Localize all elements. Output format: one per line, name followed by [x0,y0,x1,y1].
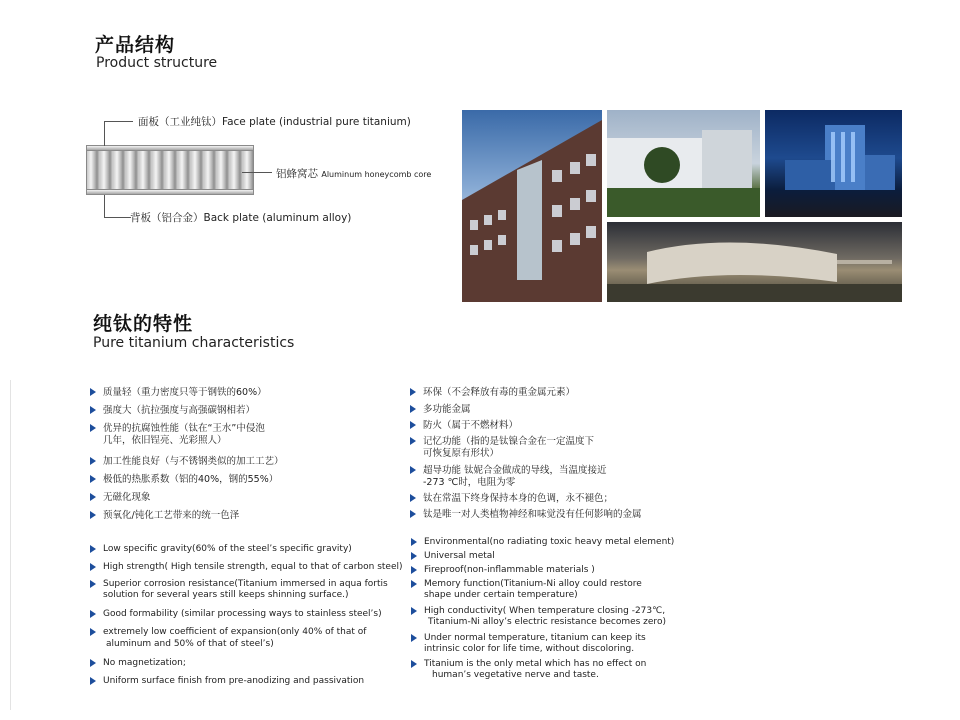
bullet-icon [90,475,96,483]
list-item: 无磁化现象 [103,492,151,504]
list-item: 优异的抗腐蚀性能（钛在“王水”中侵泡 [103,423,265,435]
list-item-continued: 几年，依旧锃亮、光彩照人） [103,435,227,446]
list-item: No magnetization; [103,658,186,669]
sandwich-panel [86,145,254,195]
bullet-icon [411,552,417,560]
characteristics-title-en: Pure titanium characteristics [93,335,295,351]
bullet-icon [411,607,417,615]
bullet-icon [411,660,417,668]
building-photo-2 [607,110,760,217]
bullet-icon [90,545,96,553]
list-item: 记忆功能（指的是钛镍合金在一定温度下 [423,436,594,448]
list-item: 防火（属于不燃材料） [423,420,518,432]
bullet-icon [410,388,416,396]
list-item: extremely low coefficient of expansion(only 40% of that of [103,627,366,638]
core-label-en: Aluminum honeycomb core [321,170,432,179]
list-item: 钛在常温下终身保持本身的色调，永不褪色； [423,493,613,505]
characteristics-title-cn: 纯钛的特性 [93,313,194,335]
list-item-continued: aluminum and 50% of that of steel’s) [106,639,274,649]
list-item: High conductivity( When temperature closing -273℃, [424,606,665,617]
list-item-continued: shape under certain temperature) [424,590,578,600]
list-item-continued: solution for several years still keeps shinning surface.) [103,590,349,600]
bullet-icon [90,610,96,618]
list-item: 极低的热胀系数（铝的40%，钢的55%） [103,474,278,486]
core-label-cn: 铝蜂窝芯 [276,168,318,180]
list-item: Under normal temperature, titanium can keep its [424,633,646,644]
bullet-icon [411,566,417,574]
bullet-icon [410,437,416,445]
bullet-icon [410,421,416,429]
list-item-continued: Titanium-Ni alloy’s electric resistance becomes zero) [428,617,666,627]
building-photo-4 [607,222,902,302]
bullet-icon [90,677,96,685]
list-item: Universal metal [424,551,495,562]
honeycomb-core [86,151,254,189]
list-item: 加工性能良好（与不锈钢类似的加工工艺） [103,456,284,468]
structure-title-cn: 产品结构 [95,34,176,56]
list-item: Superior corrosion resistance(Titanium immersed in aqua fortis [103,579,388,590]
list-item: Low specific gravity(60% of the steel’s specific gravity) [103,544,352,555]
bullet-icon [90,424,96,432]
core-leader-line [242,172,272,173]
building-photo-3 [765,110,902,217]
bullet-icon [90,457,96,465]
face-plate-label: 面板（工业纯钛）Face plate (industrial pure titanium) [138,116,411,128]
bullet-icon [410,405,416,413]
list-item: 预氧化/钝化工艺带来的统一色泽 [103,510,239,522]
list-item: Fireproof(non-inflammable materials ) [424,565,595,576]
list-item: Good formability (similar processing ways to stainless steel’s) [103,609,382,620]
bullet-icon [90,659,96,667]
list-item: Memory function(Titanium-Ni alloy could restore [424,579,642,590]
bullet-icon [90,493,96,501]
building-4-graphic [607,222,902,302]
list-item: 环保（不会释放有毒的重金属元素） [423,387,575,399]
bullet-icon [90,580,96,588]
bullet-icon [90,511,96,519]
bullet-icon [90,406,96,414]
bullet-icon [90,563,96,571]
face-leader-line [104,121,133,146]
bullet-icon [90,628,96,636]
building-1-graphic [462,110,602,302]
bullet-icon [90,388,96,396]
back-leader-line [104,195,131,218]
list-item-continued: human’s vegetative nerve and taste. [432,670,599,680]
left-rule [10,380,11,710]
bullet-icon [410,466,416,474]
bullet-icon [411,580,417,588]
bullet-icon [411,634,417,642]
building-3-graphic [765,110,902,217]
list-item: 超导功能 钛妮合金做成的导线，当温度接近 [423,465,607,477]
bullet-icon [411,538,417,546]
core-label [276,166,431,181]
list-item: Environmental(no radiating toxic heavy metal element) [424,537,674,548]
list-item-continued: 可恢复原有形状） [423,448,500,459]
list-item: Uniform surface finish from pre-anodizing and passivation [103,676,364,687]
bullet-icon [410,510,416,518]
list-item: 强度大（抗拉强度与高强碳钢相若） [103,405,255,417]
list-item: 多功能金属 [423,404,471,416]
list-item-continued: -273 ℃时，电阻为零 [423,477,516,488]
back-plate-label: 背板（铝合金）Back plate (aluminum alloy) [130,212,352,224]
list-item: High strength( High tensile strength, equal to that of carbon steel) [103,562,403,573]
structure-title-en: Product structure [96,55,218,71]
building-2-graphic [607,110,760,217]
list-item: 质量轻（重力密度只等于钢铁的60%） [103,387,267,399]
list-item: Titanium is the only metal which has no effect on [424,659,646,670]
building-photo-1 [462,110,602,302]
bullet-icon [410,494,416,502]
list-item-continued: intrinsic color for life time, without discoloring. [424,644,635,654]
list-item: 钛是唯一对人类植物神经和味觉没有任何影响的金属 [423,509,642,521]
